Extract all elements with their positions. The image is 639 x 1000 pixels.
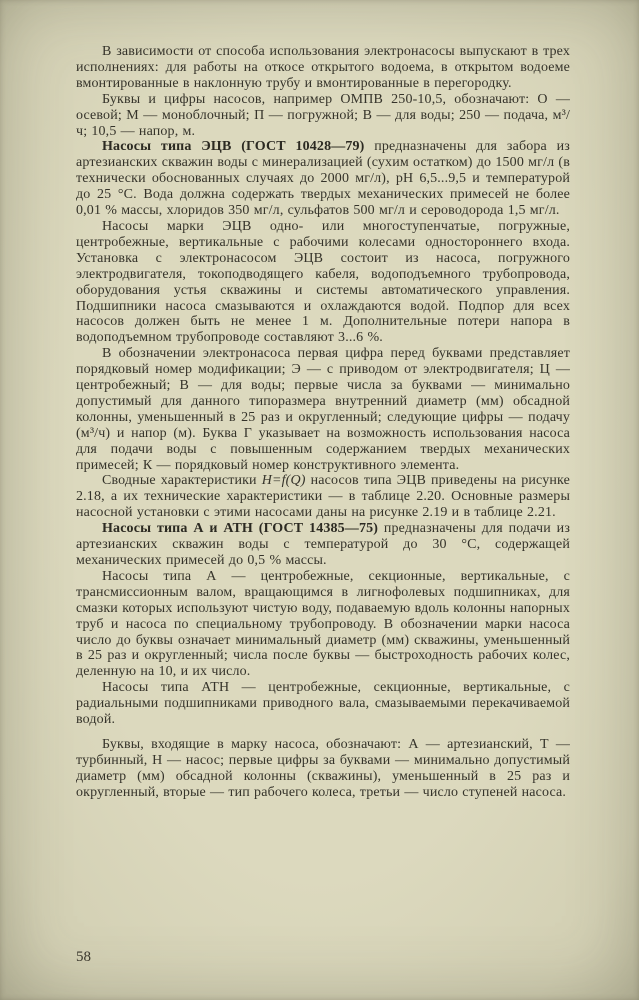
paragraph: [76, 44, 570, 92]
paragraph: [76, 521, 570, 569]
paragraph-text: Буквы, входящие в марку насоса, обозначают: А — артезианский, Т — турбинный, Н — насос; первые цифры за буквами — минимально допустимый диаметр (мм) обсадной колонны (скважины), уменьшенный в 25 раз и округленный, вторые — тип рабочего колеса, третьи — число ступеней насоса.: [76, 736, 570, 800]
paragraph-text: Насосы типа АТН — центробежные, секционные, вертикальные, с радиальными подшипниками приводного вала, смазываемыми перекачиваемой водой.: [76, 680, 570, 728]
paragraph: [76, 346, 570, 473]
paragraph: [76, 473, 570, 521]
paragraph: [76, 139, 570, 219]
paragraph: [76, 737, 570, 801]
paragraph-lead: Насосы типа А и АТН (ГОСТ 14385—75): [102, 521, 379, 537]
text-block: [76, 44, 570, 801]
paragraph: [76, 219, 570, 346]
paragraph: [76, 92, 570, 140]
paragraph-text: В зависимости от способа использования электронасосы выпускают в трех исполнениях: для работы на откосе открытого водоема, в открытом водоеме вмонтированные в наклонную трубу и вмонтированные в перегородку.: [76, 44, 570, 91]
paragraph-text: предназначены для забора из артезианских скважин воды с минерализацией (сухим остатком) до 1500 мг/л (в технически обоснованных случаях до 2000 мг/л), pH 6,5...9,5 и температурой до 25 °С. Вода должна содержать твердых механических примесей не более 0,01 % массы, хлоридов 350 мг/л, сульфатов 500 мг/л и сероводорода 1,5 мг/л.: [76, 139, 570, 219]
paragraph-text: предназначены для подачи из артезианских скважин воды с температурой до 30 °С, содержащей механических примесей до 0,5 % массы.: [76, 521, 570, 568]
page-number: 58: [76, 949, 91, 965]
paragraph-lead: Насосы типа ЭЦВ (ГОСТ 10428—79): [102, 139, 365, 155]
paragraph-text: насосов типа ЭЦВ приведены на рисунке 2.18, а их технические характеристики — в таблице 2.20. Основные размеры насосной установки с этими насосами даны на рисунке 2.19 и в таблице 2.21.: [76, 473, 570, 521]
paragraph-text: Насосы типа А — центробежные, секционные, вертикальные, с трансмиссионным валом, вращающимся в лигнофолевых подшипниках, для смазки которых используют чистую воду, подаваемую вдоль колонны напорных труб и насоса по специальному трубопроводу. В обозначении марки насоса число до буквы означает минимальный диаметр (мм) скважины, уменьшенный в 25 раз и округленный; числа после буквы — быстроходность рабочих колес, деленную на 10, и их число.: [76, 568, 570, 680]
paragraph: [76, 569, 570, 680]
paragraph: [76, 680, 570, 728]
inline-formula: H=f(Q): [261, 473, 306, 489]
paragraph-text: Сводные характеристики: [102, 473, 262, 489]
paragraph-text: Буквы и цифры насосов, например ОМПВ 250-10,5, обозначают: О — осевой; М — моноблочный; П — погружной; В — для воды; 250 — подача, м³/ч; 10,5 — напор, м.: [76, 91, 570, 139]
paragraph-text: Насосы марки ЭЦВ одно- или многоступенчатые, погружные, центробежные, вертикальные с рабочими колесами одностороннего входа. Установка с электронасосом ЭЦВ состоит из насоса, погружного электродвигателя, токоподводящего кабеля, водоподъемного трубопровода, оборудования устья скважины и системы автоматического управления. Подшипники насоса смазываются и охлаждаются водой. Подпор для всех насосов должен быть не менее 1 м. Дополнительные потери напора в водоподъемном трубопроводе составляют 3...6 %.: [76, 218, 570, 346]
paragraph-text: В обозначении электронасоса первая цифра перед буквами представляет порядковый номер модификации; Э — с приводом от электродвигателя; Ц — центробежный; В — для воды; первые числа за буквами — минимально допустимый для данного типоразмера внутренний диаметр (мм) обсадной колонны, уменьшенный в 25 раз и округленный; следующие цифры — подачу (м³/ч) и напор (м). Буква Г указывает на возможность использования насоса для подачи воды с повышенным содержанием твердых механических примесей; К — порядковый номер конструктивного элемента.: [76, 346, 570, 473]
